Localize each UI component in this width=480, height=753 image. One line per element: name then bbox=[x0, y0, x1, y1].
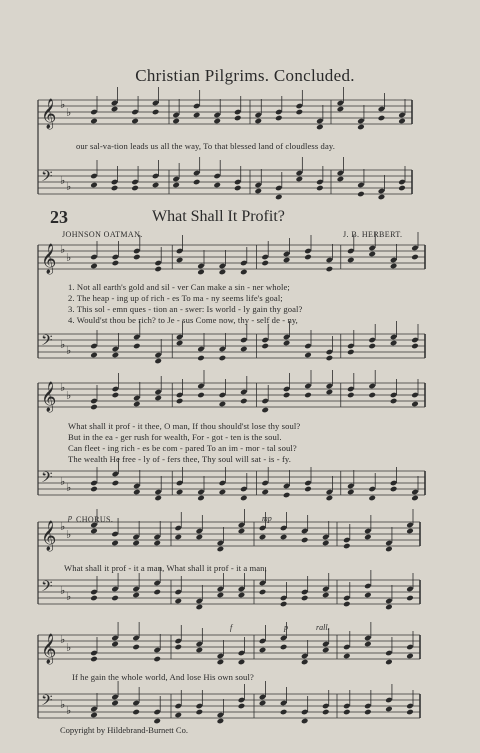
svg-text:𝄞: 𝄞 bbox=[41, 99, 57, 129]
verse-1-line-1: 1. Not all earth's gold and sil - ver Can make a sin - ner whole; bbox=[68, 282, 290, 292]
chorus-label: CHORUS. bbox=[76, 515, 114, 524]
dynamic-mezzo-piano: mp bbox=[262, 514, 272, 523]
svg-text:♭: ♭ bbox=[66, 180, 72, 193]
verse-2-line-1: 2. The heap - ing up of rich - es To ma - ny seems life's goal; bbox=[68, 293, 283, 303]
svg-text:𝄢: 𝄢 bbox=[41, 332, 53, 353]
svg-text:♭: ♭ bbox=[66, 389, 72, 402]
continued-hymn-title: Christian Pilgrims. Concluded. bbox=[135, 66, 355, 85]
svg-text:♭: ♭ bbox=[60, 338, 66, 351]
svg-text:♭: ♭ bbox=[60, 698, 66, 711]
composer-credit: J. B. HERBERT. bbox=[343, 230, 403, 239]
svg-text:♭: ♭ bbox=[66, 344, 72, 357]
dynamic-piano-2: p bbox=[284, 623, 288, 632]
svg-text:♭: ♭ bbox=[60, 98, 66, 111]
verse-3-line-2: Can fleet - ing rich - es be com - pared To an im - mor - tal soul? bbox=[68, 443, 297, 453]
dynamic-piano: p bbox=[68, 513, 72, 522]
svg-text:♭: ♭ bbox=[60, 633, 66, 646]
svg-text:𝄢: 𝄢 bbox=[41, 692, 53, 713]
svg-text:♭: ♭ bbox=[66, 251, 72, 264]
verse-2-line-2: But in the ea - ger rush for wealth, For - got - ten is the soul. bbox=[68, 432, 282, 442]
chorus-line-1: What shall it prof - it a man, What shall it prof - it a man, bbox=[64, 563, 267, 573]
dynamic-forte: f bbox=[230, 623, 233, 632]
verse-3-line-1: 3. This sol - emn ques - tion an - swer: Is world - ly gain thy goal? bbox=[68, 304, 303, 314]
svg-text:𝄞: 𝄞 bbox=[41, 521, 57, 551]
verse-4-line-1: 4. Would'st thou be rich? to Je - sus Come now, thy - self de - ny, bbox=[68, 315, 298, 325]
verse-1-line-2: What shall it prof - it thee, O man, If thou should'st lose thy soul? bbox=[68, 421, 301, 431]
svg-text:𝄢: 𝄢 bbox=[41, 578, 53, 599]
lyricist-credit: JOHNSON OATMAN. bbox=[62, 230, 143, 239]
copyright-notice: Copyright by Hildebrand-Burnett Co. bbox=[60, 725, 188, 735]
svg-text:♭: ♭ bbox=[66, 481, 72, 494]
svg-text:♭: ♭ bbox=[60, 584, 66, 597]
svg-text:♭: ♭ bbox=[66, 704, 72, 717]
svg-text:♭: ♭ bbox=[60, 243, 66, 256]
svg-text:♭: ♭ bbox=[60, 520, 66, 533]
rallentando: rall. bbox=[316, 623, 330, 632]
continued-lyric: our sal-va-tion leads us all the way, To that blessed land of cloudless day. bbox=[76, 141, 335, 151]
svg-text:𝄞: 𝄞 bbox=[41, 634, 57, 664]
svg-text:𝄢: 𝄢 bbox=[41, 168, 53, 189]
svg-text:𝄞: 𝄞 bbox=[41, 244, 57, 274]
svg-text:♭: ♭ bbox=[60, 381, 66, 394]
svg-text:♭: ♭ bbox=[60, 174, 66, 187]
svg-text:𝄞: 𝄞 bbox=[41, 382, 57, 412]
svg-text:𝄢: 𝄢 bbox=[41, 469, 53, 490]
svg-text:♭: ♭ bbox=[66, 528, 72, 541]
verse-4-line-2: The wealth He free - ly of - fers thee, Thy soul will sat - is - fy. bbox=[68, 454, 292, 464]
svg-text:♭: ♭ bbox=[66, 590, 72, 603]
hymn-number: 23 bbox=[50, 207, 68, 227]
svg-text:♭: ♭ bbox=[66, 106, 72, 119]
hymn-title: What Shall It Profit? bbox=[152, 208, 285, 225]
svg-text:♭: ♭ bbox=[66, 641, 72, 654]
svg-text:♭: ♭ bbox=[60, 475, 66, 488]
chorus-line-2: If he gain the whole world, And lose His own soul? bbox=[72, 672, 254, 682]
